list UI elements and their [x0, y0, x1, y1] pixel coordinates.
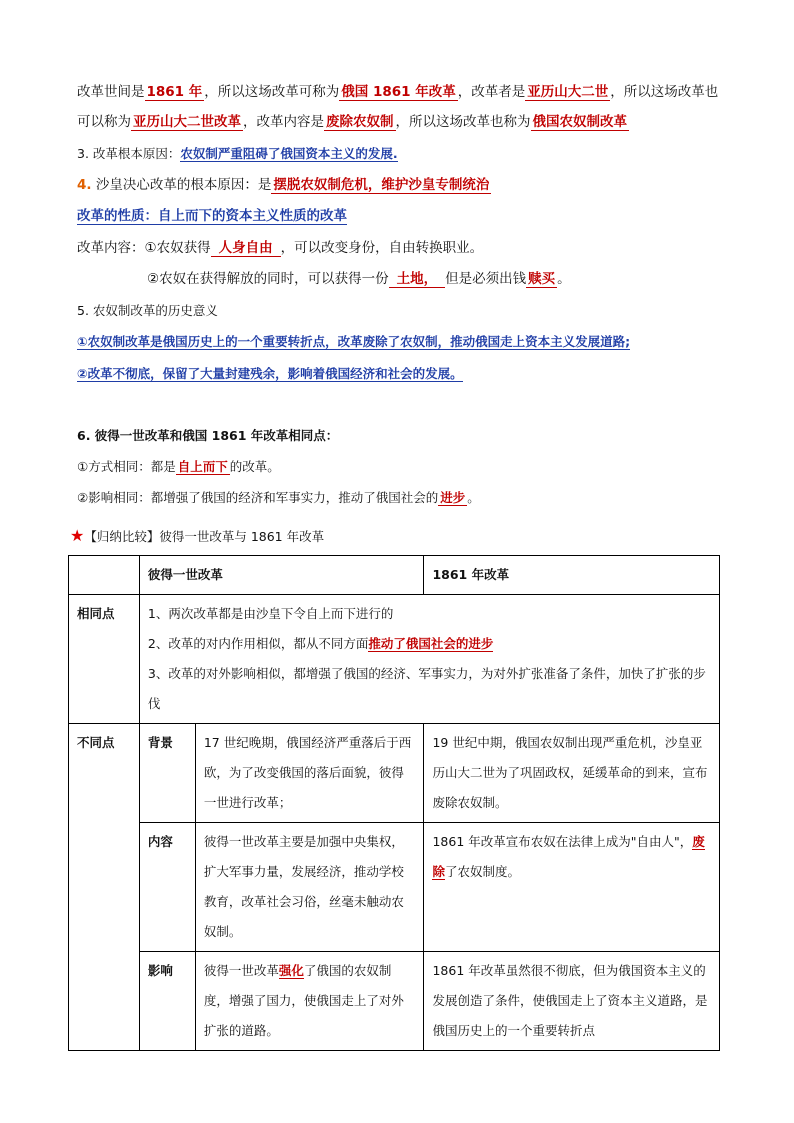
background-peter: 17 世纪晚期，俄国经济严重落后于西欧，为了改变俄国的落后面貌，彼得一世进行改革； [195, 724, 424, 823]
question-6-title: 6. 彼得一世改革和俄国 1861 年改革相同点： [77, 428, 339, 443]
q6-text: ②影响相同：都增强了俄国的经济和军事实力，推动了俄国社会的 [77, 490, 439, 505]
same-content [139, 595, 719, 724]
question-5-label: 5. 农奴制改革的历史意义 [77, 303, 218, 318]
significance-1 [77, 332, 630, 352]
impact-peter-highlight: 强化 [278, 963, 304, 978]
impact-peter-text-end: 了俄国的农奴制度，增强了国力，使俄国走上了对外扩张的道路。 [203, 963, 404, 1038]
content-text: 改革内容：①农奴获得 [77, 240, 211, 256]
compare-title-text: 【归纳比较】彼得一世改革与 1861 年改革 [84, 529, 325, 544]
answer-name1: 俄国 1861 年改革 [341, 84, 456, 100]
question-3 [77, 144, 398, 164]
table-header-row [69, 556, 720, 595]
header-peter: 彼得一世改革 [139, 556, 424, 595]
background-label: 背景 [139, 724, 195, 823]
intro-text: ，改革者是 [457, 84, 526, 100]
content-label: 内容 [139, 823, 195, 952]
significance-2 [77, 364, 463, 384]
table-row-content [69, 823, 720, 952]
content-1861-text-end: 了农奴制度。 [444, 864, 520, 879]
comparison-table [68, 555, 720, 1051]
answer-name3: 俄国农奴制改革 [532, 114, 627, 130]
answer-top-down: 自上而下 [177, 459, 228, 474]
answer-content: 废除农奴制 [326, 114, 394, 130]
content-text: ，可以改变身份，自由转换职业。 [280, 240, 484, 256]
content-text: ②农奴在获得解放的同时，可以获得一份 [147, 271, 389, 287]
intro-text: ，所以这场改革可称为 [204, 84, 340, 100]
table-row-impact [69, 952, 720, 1051]
answer-land: 土地， [389, 271, 446, 288]
same-item-2 [148, 629, 711, 659]
reform-nature-text: 改革的性质：自上而下的资本主义性质的改革 [77, 208, 347, 224]
diff-label: 不同点 [69, 724, 140, 1051]
compare-title [70, 526, 324, 547]
star-icon: ★ [70, 526, 85, 545]
table-row-background [69, 724, 720, 823]
answer-name2: 亚历山大二世改革 [133, 114, 241, 130]
impact-1861: 1861 年改革虽然很不彻底，但为俄国资本主义的发展创造了条件，使俄国走上了资本主义道路，是俄国历史上的一个重要转折点 [424, 952, 720, 1051]
intro-text: ，改革内容是 [243, 114, 324, 130]
same-item-2-highlight: 推动了俄国社会的进步 [368, 636, 494, 651]
q6-line-1 [77, 457, 280, 477]
same-item-1: 1、两次改革都是由沙皇下令自上而下进行的 [147, 606, 394, 621]
intro-line-2 [77, 112, 629, 132]
intro-text: ，所以这场改革也 [610, 84, 719, 100]
background-1861: 19 世纪中期，俄国农奴制出现严重危机，沙皇亚历山大二世为了巩固政权，延缓革命的到来，宣布废除农奴制。 [424, 724, 720, 823]
content-1861-text: 1861 年改革宣布农奴在法律上成为"自由人"， [432, 834, 693, 849]
answer-reformer: 亚历山大二世 [527, 84, 609, 100]
answer-personal-freedom: 人身自由 [211, 240, 281, 257]
q6-text: 的改革。 [229, 459, 280, 474]
impact-peter [195, 952, 424, 1051]
content-peter: 彼得一世改革主要是加强中央集权，扩大军事力量，发展经济，推动学校教育，改革社会习俗，丝毫未触动农奴制。 [195, 823, 424, 952]
q6-text: 。 [467, 490, 480, 505]
significance-2-text: ②改革不彻底，保留了大量封建残余，影响着俄国经济和社会的发展。 [77, 366, 463, 381]
question-4 [77, 175, 491, 195]
same-label: 相同点 [69, 595, 140, 724]
same-item-3: 3、改革的对外影响相似，都增强了俄国的经济、军事实力，为对外扩张准备了条件，加快了扩张的步伐 [147, 666, 706, 711]
question-3-label: 3. 改革根本原因： [77, 146, 181, 161]
reform-nature [77, 206, 347, 226]
content-line-a [77, 238, 483, 258]
content-1861 [424, 823, 720, 952]
answer-redeem: 赎买 [528, 271, 556, 287]
question-4-number: 4. [77, 177, 92, 193]
content-text: 。 [557, 271, 571, 287]
intro-text: 可以称为 [77, 114, 131, 130]
content-line-b [147, 269, 571, 289]
content-text: 但是必须出钱 [445, 271, 527, 287]
intro-text: 改革世间是 [77, 84, 145, 100]
answer-year: 1861 年 [146, 84, 203, 100]
q6-line-2 [77, 488, 480, 508]
significance-1-text: ①农奴制改革是俄国历史上的一个重要转折点，改革废除了农奴制，推动俄国走上资本主义发展道路; [77, 334, 631, 349]
same-item-2-text: 2、改革的对内作用相似，都从不同方面 [147, 636, 369, 651]
table-row-same [69, 595, 720, 724]
intro-text: ，所以这场改革也称为 [395, 114, 531, 130]
intro-line-1 [77, 82, 718, 102]
question-3-answer: 农奴制严重阻碍了俄国资本主义的发展. [180, 146, 398, 161]
impact-label: 影响 [139, 952, 195, 1051]
question-4-label: 沙皇决心改革的根本原因：是 [91, 177, 272, 193]
q6-text: ①方式相同：都是 [77, 459, 176, 474]
content-1861-highlight: 废除 [432, 834, 705, 879]
answer-progress: 进步 [440, 490, 466, 505]
question-4-answer: 摆脱农奴制危机，维护沙皇专制统治 [273, 177, 490, 193]
header-1861: 1861 年改革 [424, 556, 720, 595]
impact-peter-text: 彼得一世改革 [203, 963, 279, 978]
header-empty [69, 556, 140, 595]
